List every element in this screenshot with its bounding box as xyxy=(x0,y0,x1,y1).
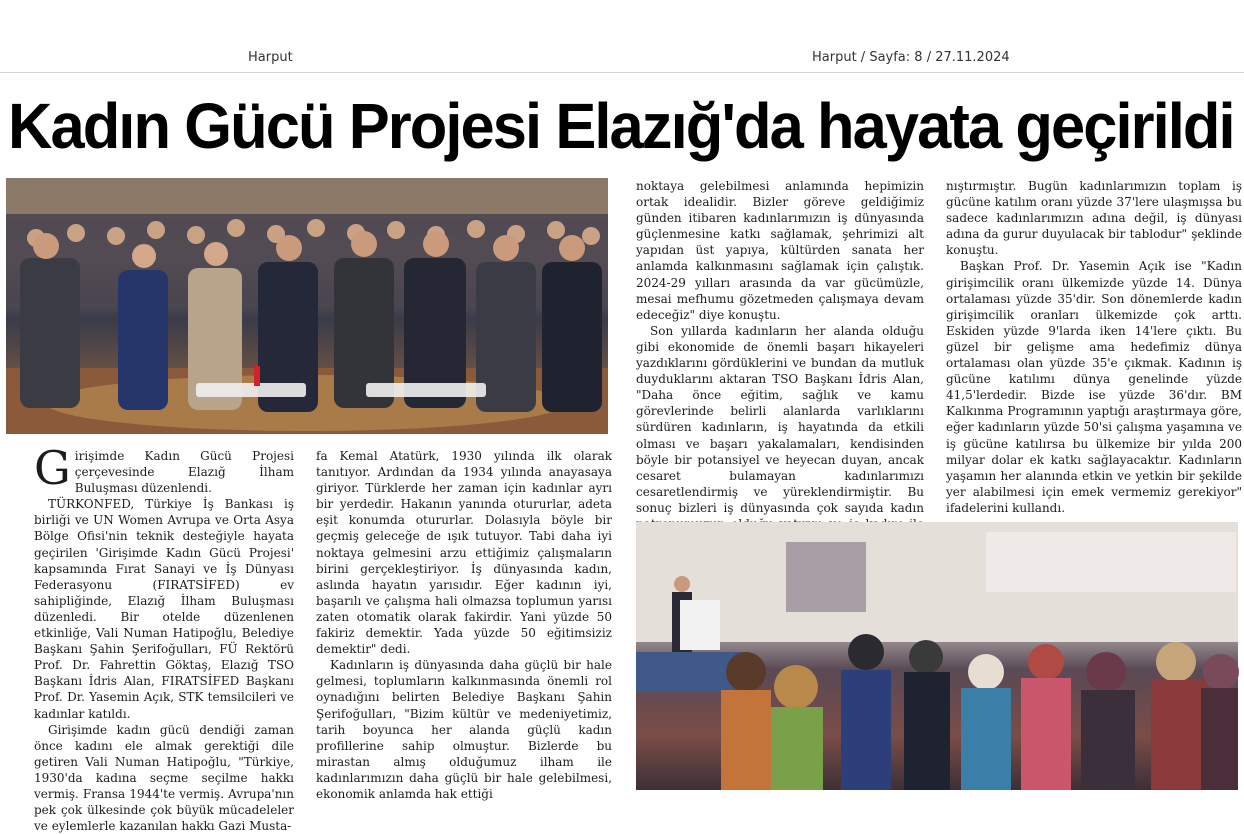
paragraph: fa Kemal Atatürk, 1930 yılında ilk olarak tanıtıyor. Ardından da 1934 yılında anayasaya giriyor. Türklerde her zaman için kadınlar ayrı bir yerdedir. Hakanın yanında otururlar, adeta eşit konumda otururlar. Dolasıyla böyle bir geçmiş geleceğe de ışık tutuyor. Tabi daha iyi noktaya gelmesini arzu ettiğimiz çalışmaların birini gerçekleştiriyor. İş dünyasında kadın, aslında hayatın yarısıdır. Eğer kadının iyi, başarılı ve çalışma hali olmazsa toplumun yarısı zaten otomatik olarak fakirdir. Yani yüzde 50 fakiriz demektir. Yada yüzde 50 eğitimsiziz demektir" dedi. xyxy=(316,449,612,657)
page-info: Harput / Sayfa: 8 / 27.11.2024 xyxy=(812,50,1010,65)
paragraph: irişimde Kadın Gücü Projesi çerçevesinde Elazığ İlham Buluşması düzenlendi. xyxy=(74,449,294,496)
paragraph: Girişimde kadın gücü dendiği zaman önce kadını ele almak gerektiği dile getiren Vali Numan Hatipoğlu, "Türkiye, 1930'da kadına seçme seçilme hakkı vermiş. Fransa 1944'te vermiş. Avrupa'nın pek çok ülkesinde çok büyük mücadeleler ve eylemlerle kazanılan hakkı Gazi Musta- xyxy=(34,722,294,834)
paragraph: noktaya gelebilmesi anlamında hepimizin ortak idealidir. Bizler göreve geldiğimiz günden itibaren kadınlarımızın iş dünyasında güçlenmesine katkı sağlamak, şehrimizi alt yapıdan üst yapıya, kültürden sanata her anlamda kalkınmasını sağlamak için çalıştık. 2024-29 yılları arasında da var gücümüzle, mesai mefhumu gözetmeden çalışmaya devam edeceğiz" diye konuştu. xyxy=(636,179,924,322)
publication-name: Harput xyxy=(248,50,293,65)
dropcap: G xyxy=(34,441,71,495)
page-header xyxy=(0,0,1244,73)
paragraph: TÜRKONFED, Türkiye İş Bankası iş birliği ve UN Women Avrupa ve Orta Asya Bölge Ofisi'nin teknik desteğiyle hayata geçirilen 'Girişimde Kadın Gücü Projesi' kapsamında Fırat Sanayi ve İş Dünyası Federasyonu (FIRATSİFED) ev sahipliğinde, Elazığ İlham Buluşması düzenledi. Bir otelde düzenlenen etkinliğe, Vali Numan Hatipoğlu, Belediye Başkanı Şahin Şerifoğulları, FÜ Rektörü Prof. Dr. Fahrettin Göktaş, Elazığ TSO Başkanı İdris Alan, FIRATSİFED Başkanı Prof. Dr. Yasemin Açık, STK temsilcileri ve kadınlar katıldı. xyxy=(34,497,294,721)
paragraph: Başkan Prof. Dr. Yasemin Açık ise "Kadın girişimcilik oranı ülkemizde yüzde 14. Dünya ortalaması yüzde 35'dir. Son dönemlerde kadın girişimcilik oranları ülkemizde çok arttı. Eskiden yüzde 9'larda iken 14'lere çıktı. Bu güzel bir gelişme ama hedefimiz dünya ortalaması olan yüzde 35'e çıkmak. Kadının iş gücüne katılımı dünya genelinde yüzde 41,5'lerdedir. Bizde ise yüzde 36'dır. BM Kalkınma Programının yaptığı araştırmaya göre, eğer kadınların yüzde 50'si çalışma yaşamına ve iş gücüne katılırsa bu ülkemize bir yılda 200 milyar dolar ek katkı sağlayacaktır. Kadınların yaşamın her alanında etkin ve yetkin bir şekilde yer alabilmesi için emek vermemiz gerekiyor" ifadelerini kullandı. xyxy=(946,259,1242,515)
article-column-3 xyxy=(636,178,924,518)
article-column-2 xyxy=(316,448,612,801)
paragraph: Kadınların iş dünyasında daha güçlü bir hale gelmesi, toplumların kalkınmasında önemli rol oynadığını belirten Belediye Başkanı Şahin Şerifoğulları, "Bizim kültür ve medeniyetimiz, tarih boyunca her alanda güçlü kadın profillerine sahip olmuştur. Bizlerde bu mirastan almış olduğumuz ilham ile kadınlarımızın daha güçlü bir hale gelebilmesi, ekonomik anlamda hak ettiği xyxy=(316,658,612,801)
paragraph: Son yıllarda kadınların her alanda olduğu gibi ekonomide de önemli başarı hikayeleri yazdıklarını gördüklerini ve bundan da mutluk duyduklarını aktaran TSO Başkanı İdris Alan, "Daha önce eğitim, sağlık ve kamu görevlerinde belirli alanlarda varlıklarını sürdüren kadınların, iş hayatında da etkili olması ve başarı yakalamaları, kendisinden böyle bir potansiyel ve heyecan duyan, ancak cesaret bulamayan kadınlarımızı cesaretlendirmiş ve yüreklendirmiştir. Bu sonuç bizleri iş dünyasında çok sayıda kadın xyxy=(636,323,924,515)
officials-photo-illustration xyxy=(6,178,608,434)
article-column-4 xyxy=(946,178,1242,518)
audience-photo-illustration xyxy=(636,522,1238,790)
audience-event-photo xyxy=(636,522,1238,790)
paragraph: nıştırmıştır. Bugün kadınlarımızın toplam iş gücüne katılım oranı yüzde 37'lere ulaşmışsa bu sadece kadınlarımızın adına değil, iş dünyası adına da gurur duyulacak bir tablodur" şeklinde konuştu. xyxy=(946,179,1242,258)
officials-group-photo xyxy=(6,178,608,434)
article-column-1 xyxy=(34,441,294,834)
headline: Kadın Gücü Projesi Elazığ'da hayata geçirildi xyxy=(8,90,1234,162)
